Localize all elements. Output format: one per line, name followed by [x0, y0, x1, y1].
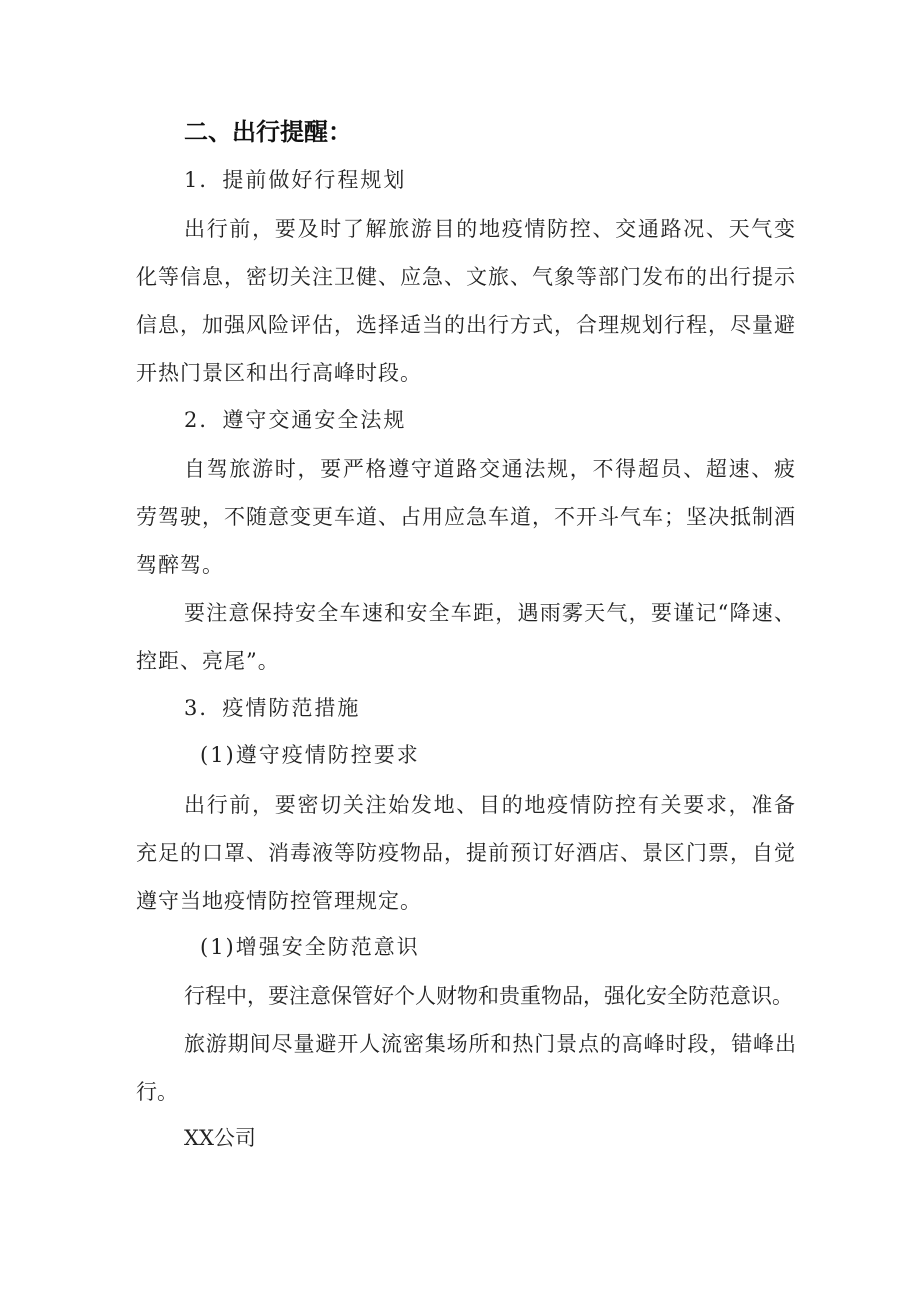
- item-2-paragraph-2: 要注意保持安全车速和安全车距，遇雨雾天气，要谨记“降速、控距、亮尾”。: [136, 601, 796, 673]
- item-1-paragraph: 出行前，要及时了解旅游目的地疫情防控、交通路况、天气变化等信息，密切关注卫健、应急、文旅、气象等部门发布的出行提示信息，加强风险评估，选择适当的出行方式，合理规划行程，尽量避开热门景区和出行高峰时段。: [136, 217, 796, 385]
- item-3-sub-2-paragraph-2: 旅游期间尽量避开人流密集场所和热门景点的高峰时段，错峰出行。: [136, 1032, 796, 1104]
- item-3-sub-2-paragraph-1: 行程中，要注意保管好个人财物和贵重物品，强化安全防范意识。: [184, 984, 793, 1008]
- item-2-paragraph-1: 自驾旅游时，要严格遵守道路交通法规，不得超员、超速、疲劳驾驶，不随意变更车道、占用应急车道，不开斗气车；坚决抵制酒驾醉驾。: [136, 457, 796, 577]
- item-3-sub-1-title: (1)遵守疫情防控要求: [200, 743, 420, 767]
- company-name: XX公司: [184, 1126, 256, 1150]
- section-heading: 二、出行提醒：: [184, 118, 352, 146]
- item-3-sub-1-paragraph: 出行前，要密切关注始发地、目的地疫情防控有关要求，准备充足的口罩、消毒液等防疫物品，提前预订好酒店、景区门票，自觉遵守当地疫情防控管理规定。: [136, 793, 796, 913]
- item-2-title: 2．遵守交通安全法规: [184, 408, 407, 432]
- item-1-title: 1．提前做好行程规划: [184, 168, 407, 192]
- item-3-title: 3．疫情防范措施: [184, 696, 361, 720]
- item-3-sub-2-title: (1)增强安全防范意识: [200, 935, 420, 959]
